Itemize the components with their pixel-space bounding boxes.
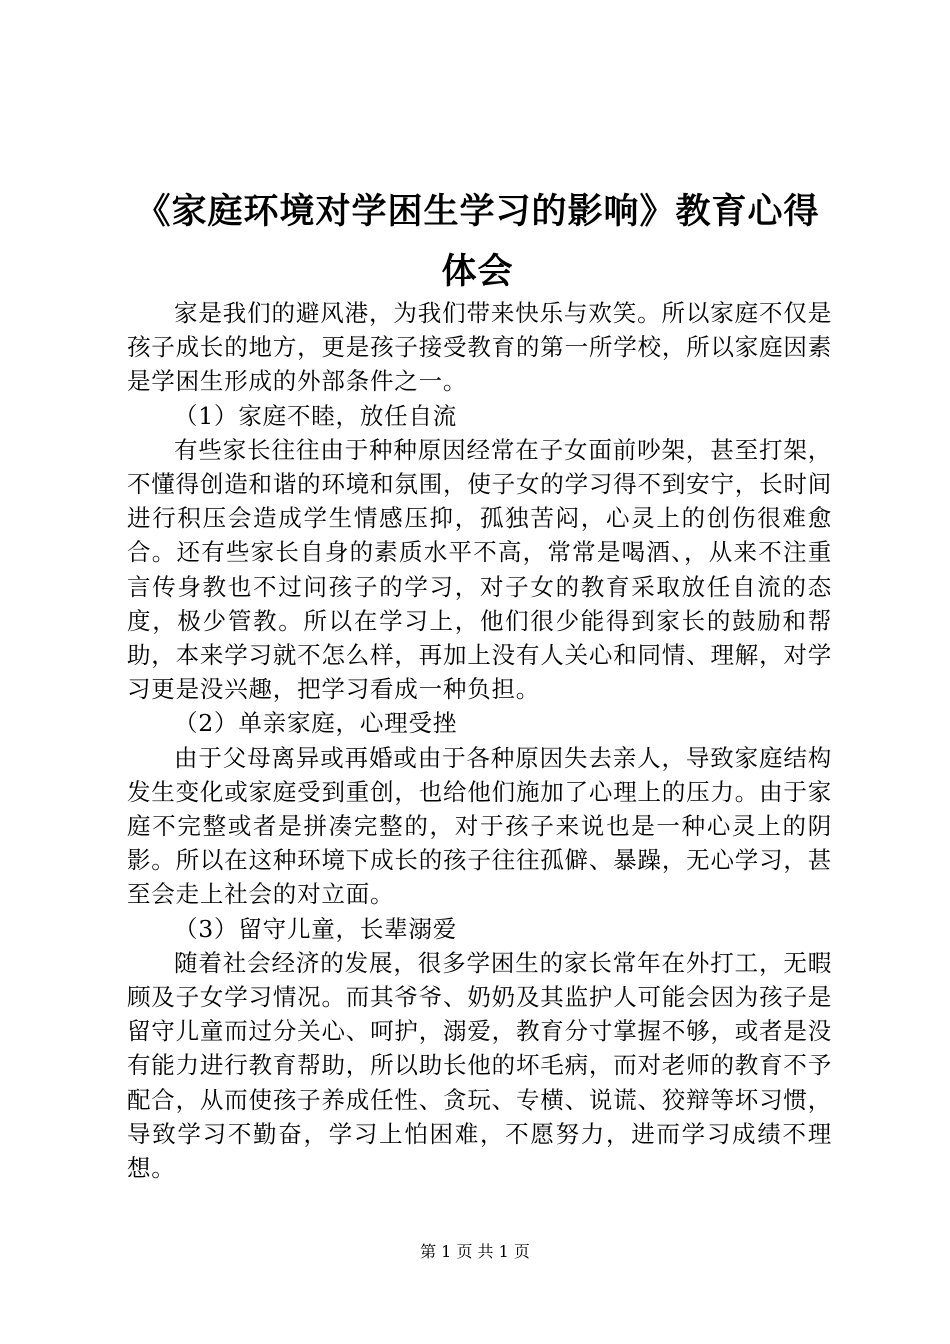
- paragraph-section-2: 由于父母离异或再婚或由于各种原因失去亲人，导致家庭结构发生变化或家庭受到重创，也给他们施加了心理上的压力。由于家庭不完整或者是拼凑完整的，对于孩子来说也是一种心灵上的阴影。所以在这种环境下成长的孩子往往孤僻、暴躁，无心学习，甚至会走上社会的对立面。: [127, 743, 832, 909]
- document-body: [127, 296, 832, 1185]
- page-footer: 第 1 页 共 1 页: [420, 1242, 530, 1261]
- paragraph-intro: 家是我们的避风港，为我们带来快乐与欢笑。所以家庭不仅是孩子成长的地方，更是孩子接受教育的第一所学校，所以家庭因素是学困生形成的外部条件之一。: [127, 299, 832, 396]
- section-heading-3: （3）留守儿童，长辈溺爱: [174, 914, 458, 943]
- document-title: 《家庭环境对学困生学习的影响》教育心得体会: [135, 192, 820, 292]
- section-heading-1: （1）家庭不睦，放任自流: [174, 401, 458, 430]
- paragraph-section-1: 有些家长往往由于种种原因经常在子女面前吵架，甚至打架，不懂得创造和谐的环境和氛围，使子女的学习得不到安宁，长时间进行积压会造成学生情感压抑，孤独苦闷，心灵上的创伤很难愈合。还有些家长自身的素质水平不高，常常是喝酒、，从来不注重言传身教也不过问孩子的学习，对子女的教育采取放任自流的态度，极少管教。所以在学习上，他们很少能得到家长的鼓励和帮助，本来学习就不怎么样，再加上没有人关心和同情、理解，对学习更是没兴趣，把学习看成一种负担。: [127, 435, 832, 704]
- section-heading-2: （2）单亲家庭，心理受挫: [174, 709, 458, 738]
- paragraph-section-3: 随着社会经济的发展，很多学困生的家长常年在外打工，无暇顾及子女学习情况。而其爷爷、奶奶及其监护人可能会因为孩子是留守儿童而过分关心、呵护，溺爱，教育分寸掌握不够，或者是没有能力进行教育帮助，所以助长他的坏毛病，而对老师的教育不予配合，从而使孩子养成任性、贪玩、专横、说谎、狡辩等坏习惯，导致学习不勤奋，学习上怕困难，不愿努力，进而学习成绩不理想。: [127, 948, 832, 1183]
